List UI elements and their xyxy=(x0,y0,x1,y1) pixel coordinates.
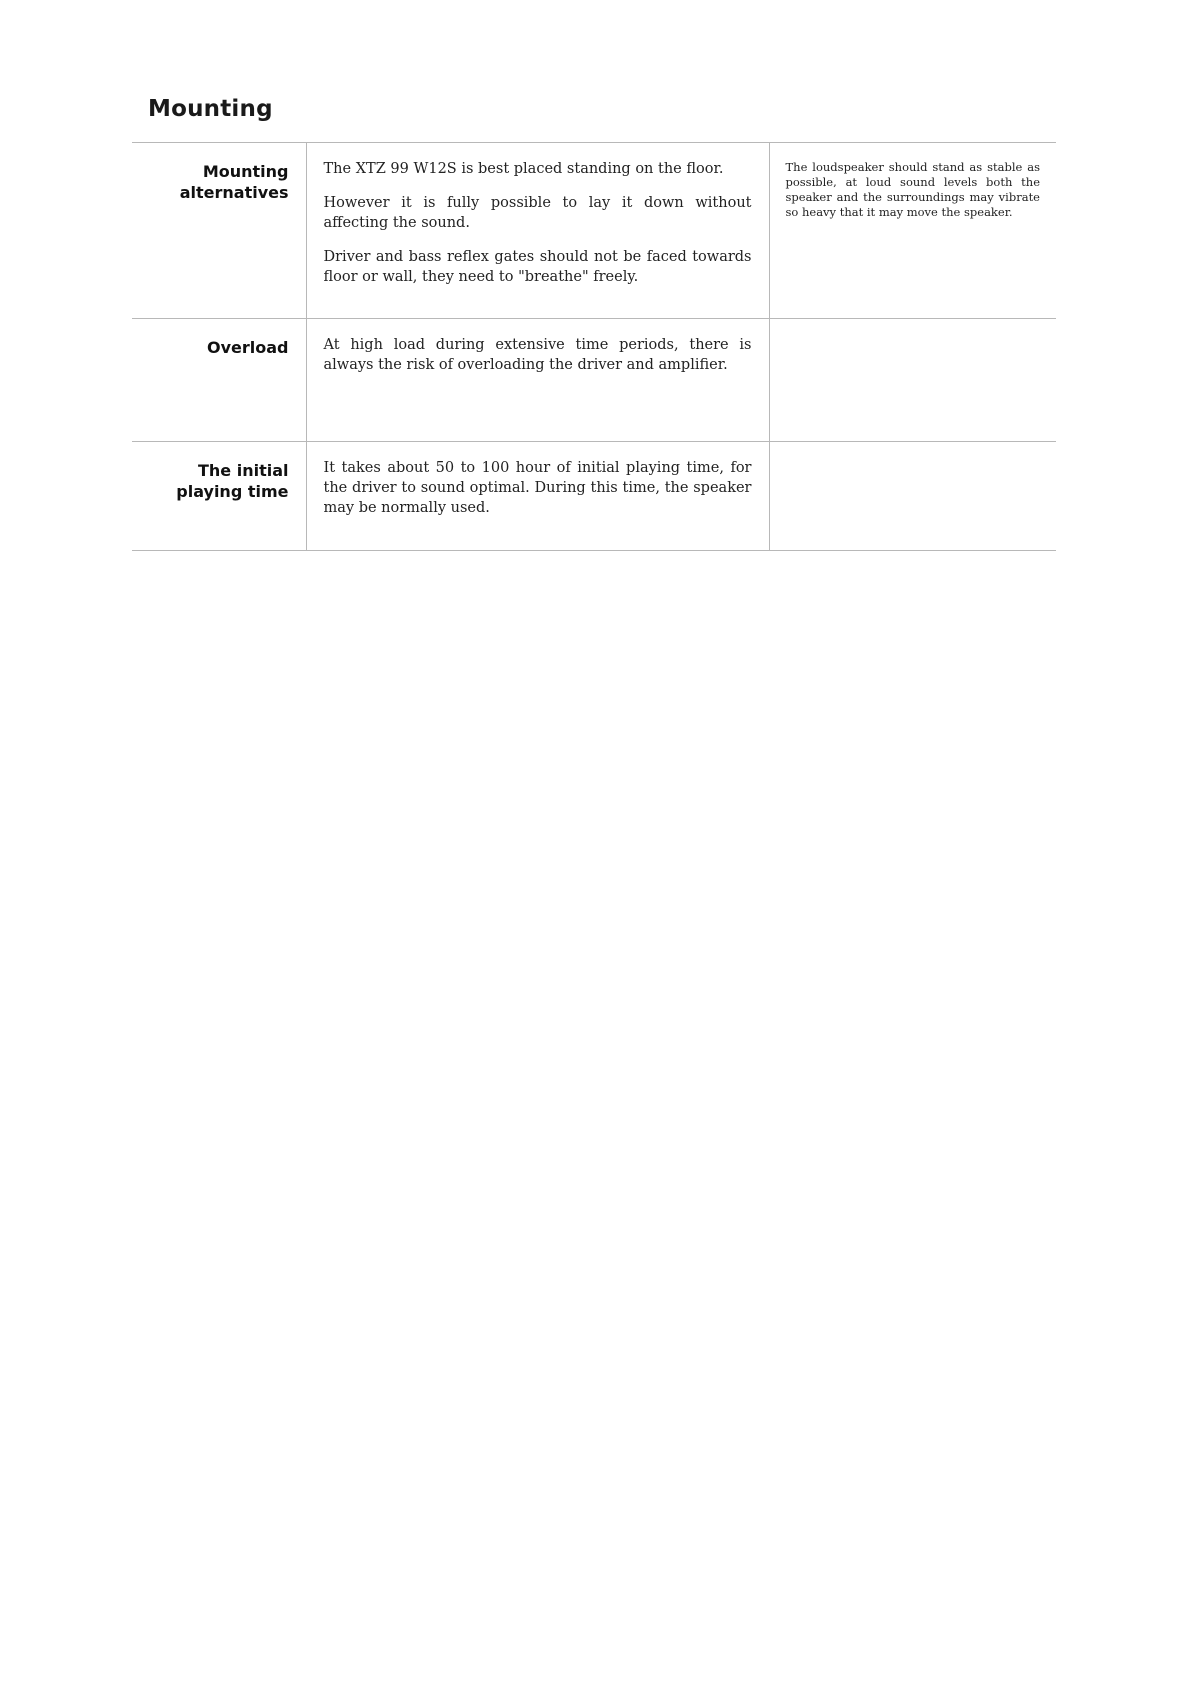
row-label-line: Mounting xyxy=(202,162,289,181)
body-paragraph: At high load during extensive time periods, there is always the risk of overloading the driver and amplifier. xyxy=(323,337,752,373)
body-paragraph: It takes about 50 to 100 hour of initial playing time, for the driver to sound optimal. During this time, the speaker may be normally used. xyxy=(323,460,752,516)
row-label xyxy=(132,442,306,551)
table-row-initial-playing-time xyxy=(132,442,1056,551)
row-label-line: Overload xyxy=(207,338,289,357)
table-row-mounting-alternatives xyxy=(132,143,1056,319)
row-label-line: The initial xyxy=(198,461,289,480)
table-row-overload xyxy=(132,319,1056,442)
row-body xyxy=(306,143,769,319)
side-note-empty xyxy=(769,319,1056,442)
body-paragraph: The XTZ 99 W12S is best placed standing on the floor. xyxy=(323,161,724,177)
row-label xyxy=(132,143,306,319)
row-label-line: alternatives xyxy=(179,183,289,202)
mounting-table xyxy=(132,142,1056,551)
body-paragraph: However it is fully possible to lay it down without affecting the sound. xyxy=(323,195,752,231)
side-note: The loudspeaker should stand as stable as possible, at loud sound levels both the speaker and the surroundings may vibrate so heavy that it may move the speaker. xyxy=(785,160,1040,219)
page-title: Mounting xyxy=(148,96,273,122)
body-paragraph: Driver and bass reflex gates should not be faced towards floor or wall, they need to "breathe" freely. xyxy=(323,249,752,285)
row-body xyxy=(306,319,769,442)
row-label-line: playing time xyxy=(176,482,289,501)
row-label xyxy=(132,319,306,442)
row-body xyxy=(306,442,769,551)
side-note-empty xyxy=(769,442,1056,551)
